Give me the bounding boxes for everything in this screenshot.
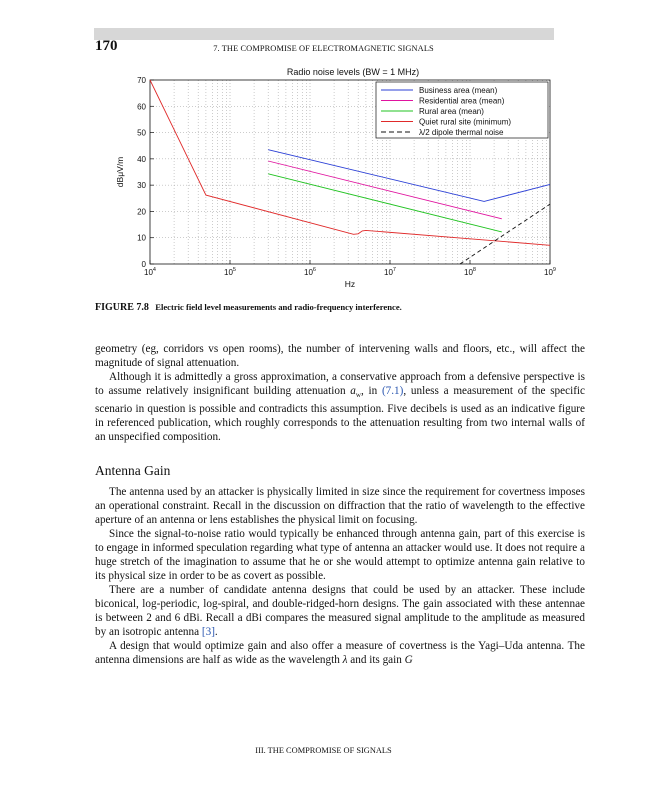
p2-text-end: , unless a measurement of the specific scenario in question is possible and contradicts this assumption. Five decibels is used as an indicative figure in referenced publication, which roughly corresponds to the attenuation resulting from two internal walls of an unspecified composition. bbox=[95, 385, 585, 444]
figure-label: FIGURE 7.8 bbox=[95, 302, 149, 313]
series-line-5 bbox=[460, 204, 550, 264]
paragraph-2 bbox=[95, 370, 585, 444]
y-tick-label: 40 bbox=[137, 154, 146, 164]
series-line-1 bbox=[268, 150, 550, 202]
lambda-symbol: λ bbox=[342, 654, 348, 667]
x-axis-label: Hz bbox=[344, 279, 356, 289]
paragraph-3: The antenna used by an attacker is physically limited in size since the requirement for covertness imposes an operational constraint. Recall in the discussion on diffraction that the ratio of wavelength to the effective aperture of an antenna or lens establishes the physical limit on focusing. bbox=[95, 486, 585, 527]
radio-noise-chart bbox=[95, 62, 565, 294]
y-tick-label: 70 bbox=[137, 76, 146, 85]
page-footer: III. THE COMPROMISE OF SIGNALS bbox=[255, 746, 392, 755]
running-head: 7. THE COMPROMISE OF ELECTROMAGNETIC SIGNALS bbox=[213, 44, 434, 53]
series-line-2 bbox=[268, 161, 502, 219]
x-tick-label: $10^8$ bbox=[464, 267, 476, 277]
figure-caption bbox=[95, 302, 565, 313]
p5-text-end: . bbox=[214, 626, 218, 639]
section-heading: Antenna Gain bbox=[95, 463, 171, 479]
paragraph-4: Since the signal-to-noise ratio would typically be enhanced through antenna gain, part of this exercise is to engage in informed speculation regarding what type of antenna an attacker would use. It does not require a huge stretch of the imagination to assume that he or she would attempt to optimize antenna gain relative to its physical size in order to be as covert as possible. bbox=[95, 528, 585, 583]
citation-ref-link[interactable]: [3] bbox=[201, 626, 215, 639]
paragraph-1: geometry (eg, corridors vs open rooms), the number of intervening walls and floors, etc., will affect the magnitude of signal attenuation. bbox=[95, 343, 585, 369]
paragraph-5 bbox=[95, 583, 585, 639]
p2-text-start: Although it is admittedly a gross approximation, a conservative approach from a defensive perspective is to assume relatively insignificant building attenuation bbox=[95, 371, 585, 397]
y-tick-label: 60 bbox=[137, 102, 146, 112]
attenuation-symbol: a bbox=[350, 385, 356, 397]
body-text bbox=[95, 342, 585, 667]
p5-text-start: There are a number of candidate antenna designs that could be used by an attacker. These include biconical, log-periodic, log-spiral, and double-ridged-horn designs. The gain associated with these antennae is between 2 and 6 dBi. Recall a dBi compares the measured signal amplitude to the amplitude as measured by an isotropic antenna bbox=[95, 584, 585, 639]
x-tick-label: $10^6$ bbox=[304, 267, 316, 277]
x-tick-label: $10^4$ bbox=[144, 267, 156, 277]
x-tick-label: $10^9$ bbox=[544, 267, 556, 277]
gain-symbol: G bbox=[404, 654, 413, 667]
equation-ref-link[interactable]: (7.1) bbox=[381, 385, 404, 397]
y-tick-label: 50 bbox=[137, 128, 146, 138]
attenuation-subscript: w bbox=[355, 391, 361, 400]
chart-legend bbox=[376, 82, 548, 138]
chart-title: Radio noise levels (BW = 1 MHz) bbox=[286, 67, 420, 77]
legend-label-3: Rural area (mean) bbox=[419, 107, 484, 116]
page-number: 170 bbox=[95, 38, 118, 54]
x-tick-label: $10^5$ bbox=[224, 267, 236, 277]
y-axis-label: dBμV/m bbox=[115, 156, 125, 188]
p2-text-mid: , in bbox=[360, 385, 382, 397]
legend-label-5: λ/2 dipole thermal noise bbox=[419, 128, 504, 137]
paragraph-6 bbox=[95, 639, 585, 667]
x-tick-label: $10^7$ bbox=[384, 267, 396, 277]
legend-label-2: Residential area (mean) bbox=[419, 96, 505, 106]
header-band bbox=[94, 28, 554, 40]
y-tick-label: 10 bbox=[137, 233, 146, 243]
p6-text-start: A design that would optimize gain and also offer a measure of covertness is the Yagi–Uda antenna. The antenna dimensions are half as wide as the wavelength bbox=[95, 640, 585, 667]
y-tick-label: 30 bbox=[137, 181, 146, 191]
figure-caption-text: Electric field level measurements and radio-frequency interference. bbox=[155, 302, 402, 312]
p6-text-mid: and its gain bbox=[347, 654, 405, 667]
legend-label-1: Business area (mean) bbox=[419, 86, 498, 95]
y-tick-label: 20 bbox=[137, 207, 146, 217]
y-tick-label: 0 bbox=[141, 260, 146, 269]
series-line-3 bbox=[268, 174, 502, 232]
legend-label-4: Quiet rural site (minimum) bbox=[419, 117, 512, 127]
